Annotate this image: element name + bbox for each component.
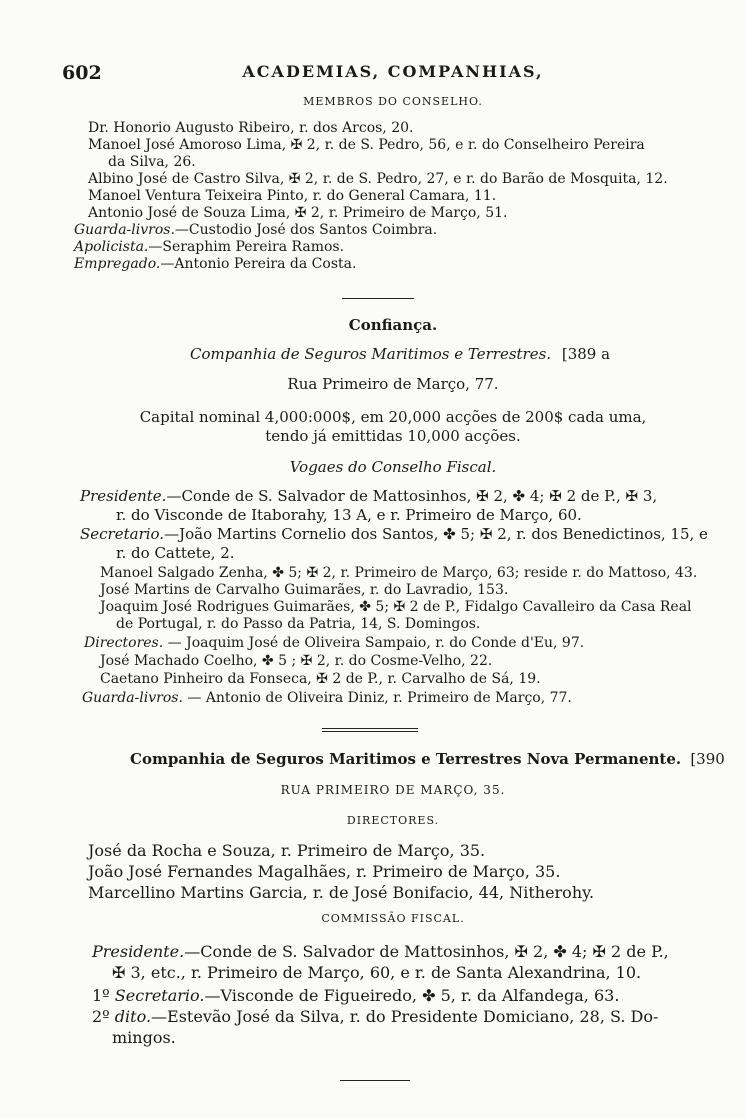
role-label: dito.: [114, 1007, 152, 1026]
council-members-heading: MEMBROS DO CONSELHO.: [303, 95, 483, 108]
secretary-line-cont: r. do Cattete, 2.: [116, 544, 235, 562]
role-text: —Visconde de Figueiredo, ✤ 5, r. da Alfandega, 63.: [204, 986, 620, 1005]
member-line: Manoel Ventura Teixeira Pinto, r. do General Camara, 11.: [88, 188, 497, 204]
company-name-line: [190, 345, 610, 363]
director-line: Marcellino Martins Garcia, r. de José Bonifacio, 44, Nitherohy.: [88, 883, 595, 902]
role-text: —Estevão José da Silva, r. do Presidente Domiciano, 28, S. Do-: [151, 1007, 659, 1026]
page-number: 602: [62, 62, 102, 84]
fiscal-commission-heading: COMMISSÃO FISCAL.: [321, 912, 465, 925]
second-secretary-line-cont: mingos.: [112, 1028, 176, 1047]
ordinal: 1º: [92, 986, 115, 1005]
role-text: —Custodio José dos Santos Coimbra.: [174, 222, 438, 238]
member-line: José Martins de Carvalho Guimarães, r. do Lavradio, 153.: [100, 582, 509, 598]
section-divider: [342, 298, 414, 299]
ordinal: 2º: [92, 1007, 115, 1026]
role-label: Apolicista.: [74, 239, 149, 255]
bookkeeper-line: [82, 690, 572, 707]
member-line: Albino José de Castro Silva, ✠ 2, r. de S. Pedro, 27, e r. do Barão de Mosquita, 12.: [88, 171, 668, 187]
role-text: —João Martins Cornelio dos Santos, ✤ 5; ✠ 2, r. dos Benedictinos, 15, e: [164, 525, 708, 543]
role-line-employee: [74, 256, 356, 273]
secretary-line: [80, 525, 708, 544]
capital-line: tendo já emittidas 10,000 acções.: [265, 427, 521, 445]
company-address: Rua Primeiro de Março, 77.: [287, 375, 499, 393]
role-label: Presidente.: [92, 942, 185, 961]
president-line: [80, 487, 657, 506]
member-line: Antonio José de Souza Lima, ✠ 2, r. Primeiro de Março, 51.: [88, 205, 508, 221]
company-address: RUA PRIMEIRO DE MARÇO, 35.: [280, 783, 506, 797]
role-line-policy: [74, 239, 344, 256]
member-line: Manoel José Amoroso Lima, ✠ 2, r. de S. Pedro, 56, e r. do Conselheiro Pereira: [88, 137, 645, 153]
director-line: José Machado Coelho, ✤ 5 ; ✠ 2, r. do Cosme-Velho, 22.: [100, 653, 493, 669]
role-label: Empregado.: [74, 256, 161, 272]
director-line: João José Fernandes Magalhães, r. Primeiro de Março, 35.: [88, 862, 561, 881]
member-line: Joaquim José Rodrigues Guimarães, ✤ 5; ✠ 2 de P., Fidalgo Cavalleiro da Casa Real: [100, 599, 692, 615]
second-secretary-line: [92, 1006, 658, 1027]
role-label: Presidente.: [80, 487, 167, 505]
role-text: —Antonio Pereira da Costa.: [160, 256, 357, 272]
role-label: Directores.: [84, 635, 164, 651]
member-line: de Portugal, r. do Passo da Patria, 14, S. Domingos.: [116, 616, 481, 632]
member-line: Dr. Honorio Augusto Ribeiro, r. dos Arcos, 20.: [88, 120, 414, 136]
role-text: —Conde de S. Salvador de Mattosinhos, ✠ 2, ✤ 4; ✠ 2 de P.,: [184, 942, 669, 961]
director-line: José da Rocha e Souza, r. Primeiro de Março, 35.: [88, 841, 486, 860]
running-title: ACADEMIAS, COMPANHIAS,: [242, 62, 544, 81]
role-text: —Seraphim Pereira Ramos.: [148, 239, 345, 255]
role-label: Secretario.: [80, 525, 165, 543]
section-divider: [340, 1080, 410, 1081]
role-text: — Antonio de Oliveira Diniz, r. Primeiro de Março, 77.: [182, 690, 572, 706]
president-line: [92, 941, 669, 962]
role-label: Guarda-livros.: [74, 222, 175, 238]
directors-line: [84, 635, 584, 652]
member-line: da Silva, 26.: [108, 154, 196, 170]
company-ref: [390: [690, 750, 725, 768]
role-text: —Conde de S. Salvador de Mattosinhos, ✠ 2, ✤ 4; ✠ 2 de P., ✠ 3,: [166, 487, 658, 505]
company-ref: [389 a: [561, 345, 611, 363]
president-line-cont: ✠ 3, etc., r. Primeiro de Março, 60, e r. de Santa Alexandrina, 10.: [112, 963, 642, 982]
section-divider: [322, 728, 418, 729]
role-line-bookkeeper: [74, 222, 437, 239]
member-line: Manoel Salgado Zenha, ✤ 5; ✠ 2, r. Primeiro de Março, 63; reside r. do Mattoso, 43.: [100, 565, 698, 581]
fiscal-council-heading: Vogaes do Conselho Fiscal.: [289, 458, 497, 476]
president-line-cont: r. do Visconde de Itaborahy, 13 A, e r. Primeiro de Março, 60.: [116, 506, 582, 524]
capital-line: Capital nominal 4,000:000$, em 20,000 acções de 200$ cada uma,: [139, 408, 647, 426]
role-label: Secretario.: [114, 986, 205, 1005]
company-title-confianca: Confiança.: [348, 316, 438, 334]
company-title-line: [130, 750, 725, 768]
section-divider: [322, 731, 418, 732]
company-name: Companhia de Seguros Maritimos e Terrestres.: [190, 345, 552, 363]
directors-heading: DIRECTORES.: [346, 814, 440, 827]
role-text: — Joaquim José de Oliveira Sampaio, r. do Conde d'Eu, 97.: [163, 635, 585, 651]
director-line: Caetano Pinheiro da Fonseca, ✠ 2 de P., r. Carvalho de Sá, 19.: [100, 671, 541, 687]
role-label: Guarda-livros.: [82, 690, 183, 706]
company-title-nova-permanente: Companhia de Seguros Maritimos e Terrestres Nova Permanente.: [130, 750, 682, 768]
first-secretary-line: [92, 985, 619, 1006]
